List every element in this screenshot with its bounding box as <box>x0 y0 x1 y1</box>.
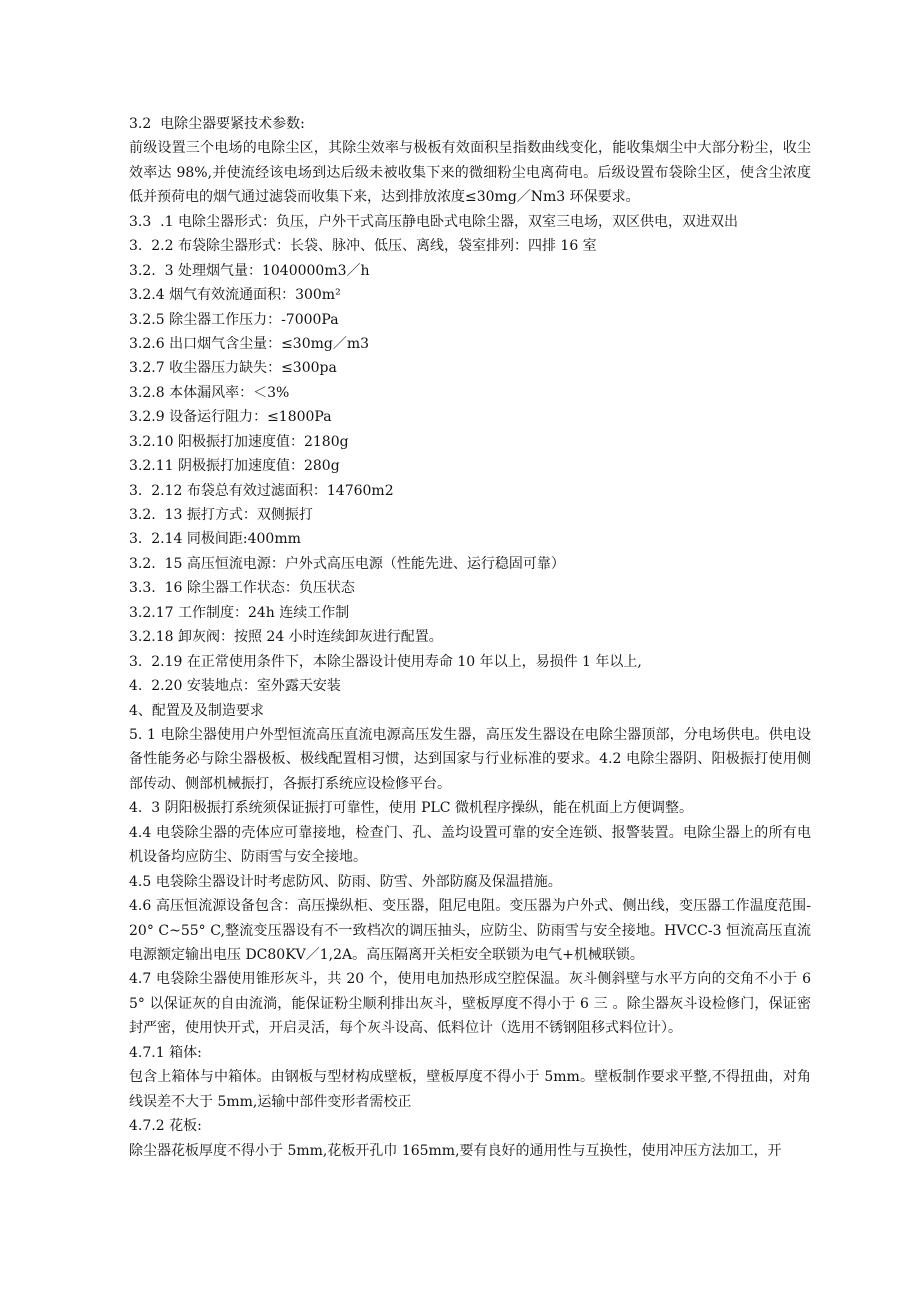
section-heading: 4、配置及及制造要求 <box>129 702 264 719</box>
spec-line: 3.2.18 卸灰阀：按照 24 小时连续卸灰进行配置。 <box>129 629 443 646</box>
paragraph: 包含上箱体与中箱体。由钢板与型材构成壁板，壁板厚度不得小于 5mm。壁板制作要求平整,不得扭曲，对角线误差不大于 5mm,运输中部件变形者需校正 <box>129 1069 811 1110</box>
spec-line: 3.2. 15 高压恒流电源：户外式高压电源（性能先进、运行稳固可靠） <box>129 555 565 572</box>
paragraph: 4.7 电袋除尘器使用锥形灰斗，共 20 个，使用电加热形成空腔保温。灰斗侧斜壁与水平方向的交角不小于 65° 以保证灰的自由流淌，能保证粉尘顺利排出灰斗，壁板厚度不得小于 6 三 。除尘器灰斗设检修门，保证密封严密，使用快开式，开启灵活，每个灰斗设高、低料位计（选用不锈钢阻移式料位计）。 <box>129 971 811 1037</box>
spec-line: 3.2.10 阳极振打加速度值：2180g <box>129 433 349 450</box>
paragraph: 5. 1 电除尘器使用户外型恒流高压直流电源高压发生器，高压发生器设在电除尘器顶部，分电场供电。供电设备性能务必与除尘器极板、极线配置相习惯，达到国家与行业标准的要求。4.2 电除尘器阴、阳极振打使用侧部传动、侧部机械振打，各振打系统应设检修平台。 <box>129 726 811 792</box>
paragraph: 4.4 电袋除尘器的壳体应可靠接地，检查门、孔、盖均设置可靠的安全连锁、报警装置。电除尘器上的所有电机设备均应防尘、防雨雪与安全接地。 <box>129 824 811 866</box>
spec-line: 4.5 电袋除尘器设计时考虑防风、防雨、防雪、外部防腐及保温措施。 <box>129 873 562 890</box>
spec-line: 3.3 .1 电除尘器形式：负压，户外干式高压静电卧式电除尘器，双室三电场，双区供电，双进双出 <box>129 213 738 230</box>
paragraph: 4.6 高压恒流源设备包含：高压操纵柜、变压器，阻尼电阻。变压器为户外式、侧出线，变压器工作温度范围-20° C~55° C,整流变压器设有不一致档次的调压抽头，应防尘、防雨雪与安全接地。HVCC-3 恒流高压直流电源额定输出电压 DC80KV／1,2A。高压隔离开关柜安全联锁为电气+机械联锁。 <box>129 898 811 964</box>
spec-line: 3.2.5 除尘器工作压力：-7000Pa <box>129 311 339 328</box>
document-body <box>129 112 811 1163</box>
spec-line: 4. 3 阴阳极振打系统须保证振打可靠性，使用 PLC 微机程序操纵，能在机面上方便调整。 <box>129 800 693 817</box>
spec-line: 3.2.7 收尘器压力缺失：≤300pa <box>129 360 337 377</box>
spec-line: 3.2.4 烟气有效流通面积：300m² <box>129 287 341 304</box>
spec-line: 3. 2.12 布袋总有效过滤面积：14760m2 <box>129 482 394 499</box>
spec-line: 3.2.17 工作制度：24h 连续工作制 <box>129 604 350 621</box>
subsection-heading: 4.7.2 花板: <box>129 1118 202 1135</box>
spec-line: 3.2.8 本体漏风率：＜3% <box>129 384 290 401</box>
spec-line: 3. 2.19 在正常使用条件下，本除尘器设计使用寿命 10 年以上，易损件 1 年以上, <box>129 653 642 670</box>
subsection-heading: 4.7.1 箱体: <box>129 1044 202 1061</box>
spec-line: 3.2.11 阴极振打加速度值：280g <box>129 458 340 475</box>
spec-line: 4. 2.20 安装地点：室外露天安装 <box>129 678 341 695</box>
spec-line: 3.3. 16 除尘器工作状态：负压状态 <box>129 580 355 597</box>
paragraph-truncated: 除尘器花板厚度不得小于 5mm,花板开孔巾 165mm,要有良好的通用性与互换性，使用冲压方法加工，开 <box>129 1142 782 1159</box>
section-heading: 3.2 电除尘器要紧技术参数: <box>129 116 305 132</box>
spec-line: 3.2.9 设备运行阻力：≤1800Pa <box>129 409 332 426</box>
spec-line: 3. 2.2 布袋除尘器形式：长袋、脉冲、低压、离线，袋室排列：四排 16 室 <box>129 238 597 255</box>
spec-line: 3.2. 13 振打方式：双侧振打 <box>129 507 313 524</box>
paragraph: 前级设置三个电场的电除尘区，其除尘效率与极板有效面积呈指数曲线变化，能收集烟尘中大部分粉尘，收尘效率达 98%,并使流经该电场到达后级未被收集下来的微细粉尘电离荷电。后级设置布袋除尘区，使含尘浓度低并预荷电的烟气通过滤袋而收集下来，达到排放浓度≤30mg／Nm3 环保要求。 <box>129 140 811 206</box>
spec-line: 3.2.6 出口烟气含尘量：≤30mg／m3 <box>129 335 370 352</box>
spec-line: 3.2. 3 处理烟气量：1040000m3／h <box>129 262 370 279</box>
spec-line: 3. 2.14 同极间距:400mm <box>129 531 301 548</box>
